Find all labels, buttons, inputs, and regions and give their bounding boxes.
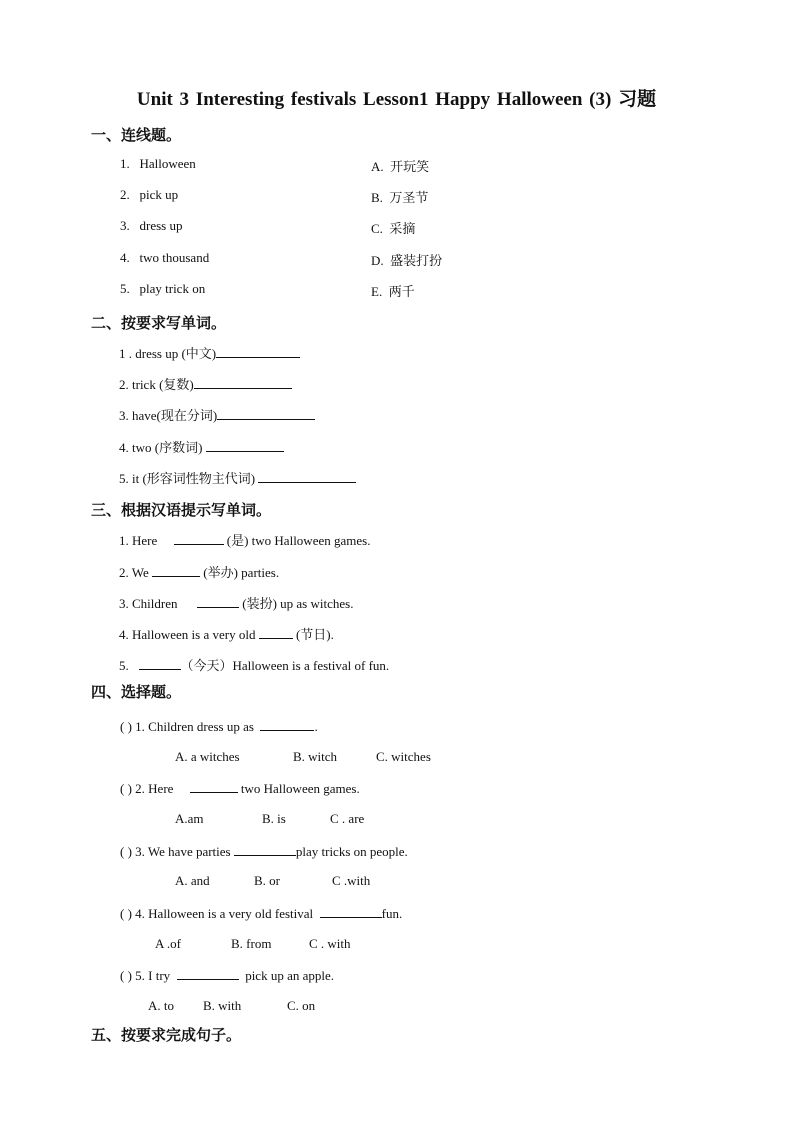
- section-1-heading: 一、连线题。: [91, 126, 182, 144]
- choice-question: ( ) 1. Children dress up as .: [120, 719, 318, 734]
- choice-question: ( ) 5. I try pick up an apple.: [120, 968, 334, 983]
- answer-blank[interactable]: [259, 626, 293, 639]
- choice-option[interactable]: C. witches: [376, 749, 431, 764]
- choice-option[interactable]: C . are: [330, 811, 365, 826]
- answer-blank[interactable]: [139, 657, 181, 670]
- answer-blank[interactable]: [194, 376, 292, 389]
- choice-option[interactable]: A. and: [175, 873, 210, 888]
- fill-item: 2. We (举办) parties.: [119, 565, 280, 580]
- match-left-item: 2. pick up: [120, 187, 179, 202]
- choice-option[interactable]: A. a witches: [175, 749, 240, 764]
- match-left-item: 5. play trick on: [120, 281, 206, 296]
- section-3-heading: 三、根据汉语提示写单词。: [91, 501, 272, 519]
- match-right-item: E. 两千: [371, 284, 415, 299]
- answer-blank[interactable]: [206, 439, 284, 452]
- answer-blank[interactable]: [260, 718, 314, 731]
- answer-blank[interactable]: [197, 595, 239, 608]
- match-right-item: A. 开玩笑: [371, 159, 430, 174]
- fill-item: 5. （今天）Halloween is a festival of fun.: [119, 658, 390, 673]
- answer-blank[interactable]: [217, 407, 315, 420]
- match-right-item: C. 采摘: [371, 221, 416, 236]
- word-item: 4. two (序数词): [119, 437, 284, 456]
- word-item: 3. have(现在分词): [119, 405, 315, 424]
- answer-blank[interactable]: [234, 843, 296, 856]
- choice-question: ( ) 4. Halloween is a very old festival fun.: [120, 906, 403, 921]
- answer-blank[interactable]: [320, 905, 382, 918]
- choice-option[interactable]: C . with: [309, 936, 351, 951]
- fill-item: 1. Here (是) two Halloween games.: [119, 533, 371, 548]
- answer-blank[interactable]: [258, 470, 356, 483]
- choice-option[interactable]: A.am: [175, 811, 204, 826]
- fill-item: 3. Children (装扮) up as witches.: [119, 596, 354, 611]
- choice-option[interactable]: B. witch: [293, 749, 338, 764]
- section-5-heading: 五、按要求完成句子。: [91, 1026, 242, 1044]
- choice-option[interactable]: C .with: [332, 873, 371, 888]
- match-left-item: 3. dress up: [120, 218, 183, 233]
- choice-option[interactable]: A .of: [155, 936, 181, 951]
- match-left-item: 1. Halloween: [120, 156, 196, 171]
- choice-option[interactable]: B. is: [262, 811, 286, 826]
- section-4-heading: 四、选择题。: [91, 683, 182, 701]
- choice-option[interactable]: B. from: [231, 936, 272, 951]
- choice-option[interactable]: C. on: [287, 998, 316, 1013]
- word-item: 5. it (形容词性物主代词): [119, 468, 356, 487]
- answer-blank[interactable]: [177, 967, 239, 980]
- choice-question: ( ) 3. We have parties play tricks on people.: [120, 844, 408, 859]
- match-right-item: D. 盛装打扮: [371, 253, 443, 268]
- page-title: Unit 3 Interesting festivals Lesson1 Happy Halloween (3) 习题: [136, 89, 657, 110]
- choice-option[interactable]: B. or: [254, 873, 280, 888]
- choice-option[interactable]: B. with: [203, 998, 242, 1013]
- match-left-item: 4. two thousand: [120, 250, 210, 265]
- answer-blank[interactable]: [190, 780, 238, 793]
- fill-item: 4. Halloween is a very old (节日).: [119, 627, 334, 642]
- answer-blank[interactable]: [174, 532, 224, 545]
- section-2-heading: 二、按要求写单词。: [91, 314, 227, 332]
- word-item: 1 . dress up (中文): [119, 343, 300, 362]
- answer-blank[interactable]: [216, 345, 300, 358]
- choice-question: ( ) 2. Here two Halloween games.: [120, 781, 360, 796]
- answer-blank[interactable]: [152, 564, 200, 577]
- word-item: 2. trick (复数): [119, 374, 292, 393]
- choice-option[interactable]: A. to: [148, 998, 174, 1013]
- match-right-item: B. 万圣节: [371, 190, 429, 205]
